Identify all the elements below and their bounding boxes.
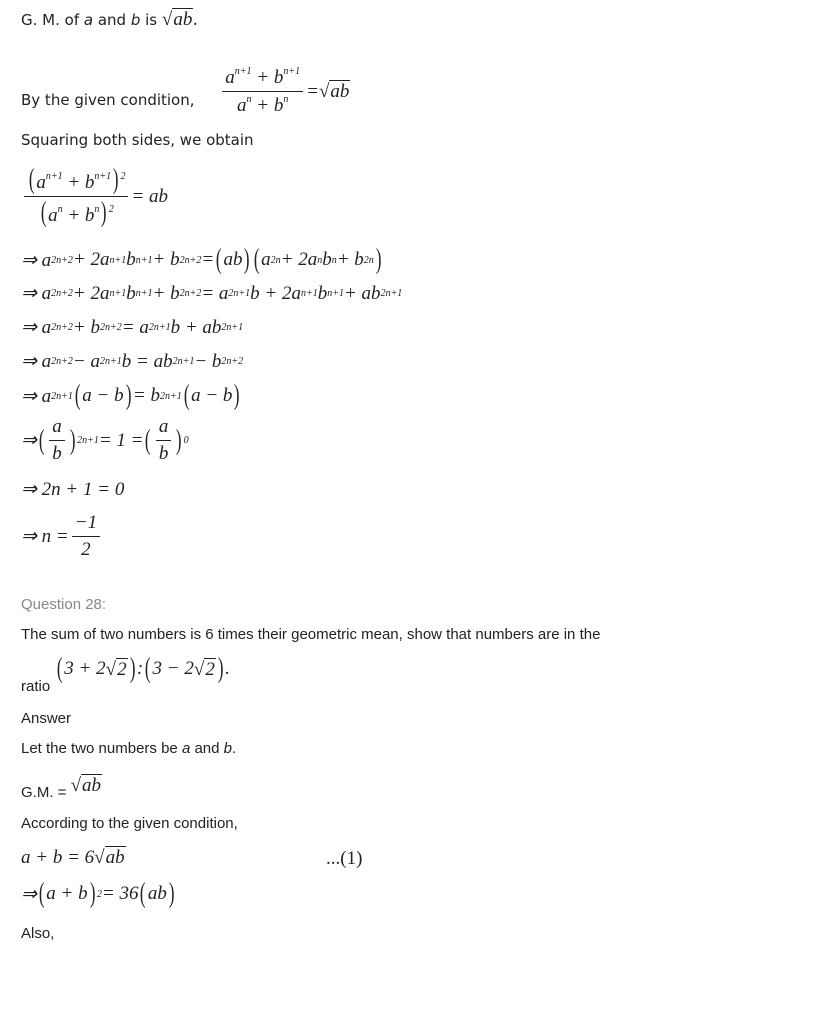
exponent: 2n+1 [148,322,171,333]
parenthesis: ( [145,653,151,684]
derivation-step [21,350,243,373]
math-text: + 2a [72,282,110,304]
math-text: = 1 = [98,429,144,451]
math-text: = 36 [101,883,139,904]
math-text: + b [251,67,284,88]
radicand: ab [105,847,125,868]
exponent: n+1 [109,288,127,299]
parenthesis: ( [253,244,260,275]
text: and [93,11,131,29]
math-text: + b [62,205,95,226]
math-text: ⇒ a [21,385,52,407]
math-text: b [126,282,136,304]
exponent: n+1 [135,254,153,266]
parenthesis: ) [217,653,224,684]
parenthesis: ) [375,244,382,275]
radicand: ab [330,81,350,102]
math-text: a [158,416,169,437]
exponent: 2n+1 [172,356,195,367]
exponent: 2n [363,254,374,266]
condition-text: According to the given condition, [21,815,238,832]
exponent: n+1 [234,66,252,77]
ratio-line [21,653,230,695]
math-text: 3 + 2 [64,658,106,679]
math-text: b [317,282,328,304]
exponent: 2 [120,171,126,182]
given-condition [21,66,350,117]
text: G. M. of [21,11,84,29]
math-text: b = ab [121,350,173,372]
math-text: ⇒ a [21,317,52,338]
math-text: + b [336,249,364,270]
exponent: n+1 [135,288,153,299]
exponent: 2n+1 [228,288,251,299]
radicand: 2 [117,658,127,680]
math-text: ab [223,249,243,270]
math-text: − b [194,350,222,372]
square-root [162,8,193,31]
equation-1 [21,846,126,869]
denominator [36,197,117,227]
math-text: = ab [131,185,169,207]
parenthesis: ( [28,164,35,195]
numerator [24,166,128,197]
math-text: : [136,658,144,679]
exponent: 2n+2 [100,322,122,333]
math-text: ⇒ n = [21,526,69,547]
square-root [194,658,216,681]
math-text: a [225,67,235,88]
exponent: n [246,94,252,105]
label: G.M. = [21,784,71,801]
denominator [234,92,291,117]
math-text: . [193,8,199,30]
parenthesis: ) [125,380,132,411]
denominator [49,441,65,465]
exponent: 2n+1 [77,435,99,446]
math-text: ⇒ 2n + 1 = 0 [21,479,125,500]
fraction [49,416,65,465]
math-text: b [322,249,332,270]
math-text: ⇒ [21,430,37,451]
exponent: 2n+1 [159,390,182,402]
math-text: b + ab [170,316,222,338]
math-text: a + b = 6 [21,846,95,868]
var-a: a [181,740,191,757]
math-text: −1 [74,512,98,533]
exponent: n+1 [109,254,127,266]
math-text: ab [147,883,167,904]
given-equation [219,66,350,117]
math-text: = [306,80,319,102]
exponent: n [283,94,289,105]
math-text: b + 2a [250,282,301,304]
math-text: + b [152,249,180,270]
denominator [156,441,172,465]
parenthesis: ( [38,424,45,456]
derivation-step [21,416,189,465]
parenthesis: ) [69,424,76,456]
var-b: b [223,740,232,757]
radicand: ab [82,775,102,796]
math-text: = a [201,282,229,304]
let-text [21,740,236,757]
radical-sign: √ [318,81,330,102]
math-text: a − b [191,385,233,406]
exponent: n [94,204,100,215]
parenthesis: ) [113,164,119,195]
math-text: − a [72,350,100,372]
parenthesis: ( [140,878,146,909]
exponent: 2n+1 [100,356,122,367]
text: Let the two numbers be [21,740,182,757]
radical-sign: √ [161,9,173,30]
exponent: n+1 [94,171,112,182]
fraction [222,66,303,117]
parenthesis: ( [216,244,222,275]
text: is [140,11,162,29]
radicand: 2 [205,658,215,680]
parenthesis: ) [101,197,107,228]
parenthesis: ) [176,424,182,456]
square-root [106,658,128,681]
math-text: + b [152,282,180,304]
exponent: n+1 [327,288,344,299]
math-text: = a [121,316,149,338]
exponent: 2 [96,888,102,900]
derivation-step [21,512,103,561]
square-root [71,774,102,797]
math-text: + 2a [72,249,110,270]
exponent: n [317,254,323,266]
math-text: + b [62,172,95,193]
question-text: The sum of two numbers is 6 times their geometric mean, show that numbers are in the [21,626,601,643]
exponent: 2n+2 [51,356,73,367]
gm-expression [71,774,102,797]
exponent: 2 [108,204,114,215]
parenthesis: ( [38,878,45,909]
equation-tag: ...(1) [326,848,363,869]
math-text: = [201,249,215,270]
squaring-text: Squaring both sides, we obtain [21,131,254,149]
parenthesis: ( [74,380,81,411]
math-text: ⇒ [21,883,37,905]
math-text: a [261,249,271,270]
equation-2 [21,880,176,908]
math-text: ⇒ a [21,283,52,304]
also-text: Also, [21,925,55,942]
exponent: 2n+2 [51,322,73,333]
var-a: a [83,11,94,29]
exponent: 2n+2 [221,356,244,367]
gm-expression [162,8,198,31]
derivation-step [21,316,243,339]
exponent: n [57,204,63,215]
math-text: b [158,443,169,464]
math-text: ⇒ a [21,351,52,372]
derivation-step [21,246,383,274]
square-root [319,80,350,103]
exponent: 2n [270,254,281,266]
math-text: b [52,443,62,464]
ratio-label: ratio [21,678,51,695]
math-text: ⇒ a [21,249,52,271]
gm-line [21,774,102,801]
math-text: a + b [46,883,88,904]
radical-sign: √ [193,658,205,680]
exponent: 2n+2 [179,254,202,266]
parenthesis: ) [89,878,96,909]
denominator [78,537,94,561]
math-text: b [126,249,136,270]
parenthesis: ( [40,197,47,228]
ratio-expression [55,655,230,683]
derivation-step [21,282,402,305]
fraction [24,166,128,227]
numerator [49,416,65,441]
radical-sign: √ [105,658,117,680]
math-text: a [48,205,58,226]
math-text: + ab [343,282,381,304]
math-text: 2 [81,539,91,560]
parenthesis: ( [145,424,151,456]
fraction [72,512,100,561]
square-root [94,846,125,869]
var-b: b [130,11,141,29]
derivation-step [21,382,242,410]
exponent: 2n+1 [221,322,244,333]
exponent: n [331,254,337,266]
math-text: = b [132,385,160,406]
parenthesis: ( [183,380,190,411]
parenthesis: ) [129,653,136,684]
exponent: 2n+1 [380,288,403,299]
math-text: 3 − 2 [152,658,194,679]
parenthesis: ) [168,878,175,909]
exponent: n+1 [45,171,63,182]
exponent: 2n+1 [51,390,73,402]
derivation-step [21,478,124,501]
squared-equation [21,166,168,227]
math-text: a [36,172,46,193]
text: and [190,740,224,757]
math-text: . [225,658,230,679]
question-label: Question 28: [21,596,107,613]
fraction [156,416,172,465]
math-text: + 2a [280,249,318,270]
exponent: n+1 [283,66,301,77]
radicand: ab [173,9,193,30]
answer-label: Answer [21,710,72,727]
math-text: + b [251,95,284,116]
exponent: 0 [183,435,189,446]
label: By the given condition, [21,91,195,109]
parenthesis: ) [244,244,250,275]
exponent: 2n+2 [179,288,202,299]
math-text: a [237,95,247,116]
exponent: n+1 [300,288,318,299]
math-text: a [52,416,62,437]
math-text: a − b [82,385,124,406]
parenthesis: ( [56,653,63,684]
exponent: 2n+2 [51,288,73,299]
parenthesis: ) [234,380,240,411]
numerator [72,512,100,537]
exponent: 2n+2 [51,254,73,266]
numerator [222,66,303,92]
math-text: + b [72,316,100,338]
radical-sign: √ [70,775,82,796]
gm-statement [21,8,198,31]
radical-sign: √ [94,847,105,868]
text: . [232,740,237,757]
numerator [156,416,172,441]
